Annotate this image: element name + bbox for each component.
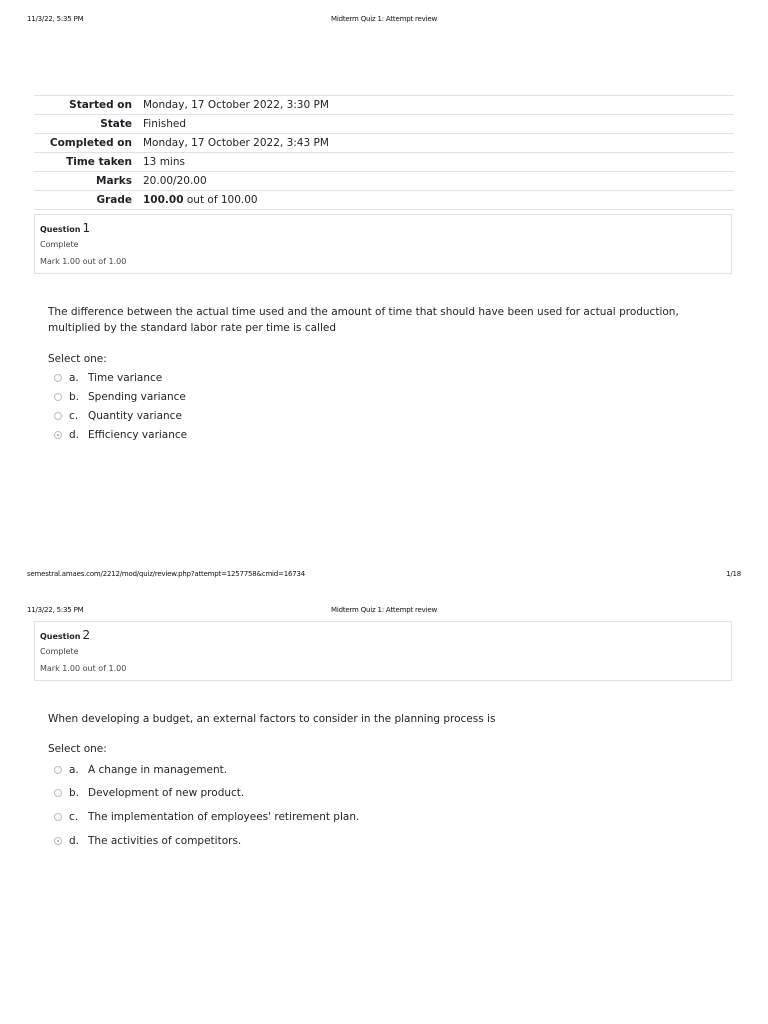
print-date: 11/3/22, 5:35 PM	[27, 15, 84, 23]
question-info-2	[34, 621, 732, 681]
radio-button-checked[interactable]	[54, 431, 62, 439]
print-url: semestral.amaes.com/2212/mod/quiz/review.php?attempt=1257758&cmid=16734	[27, 570, 305, 578]
answer-text: Quantity variance	[88, 410, 182, 422]
answer-option[interactable]	[54, 391, 186, 403]
radio-button[interactable]	[54, 374, 62, 382]
select-one-prompt: Select one:	[48, 353, 107, 365]
question-number	[40, 221, 726, 235]
summary-row	[34, 115, 734, 134]
summary-label: Time taken	[66, 156, 132, 168]
answer-text: Development of new product.	[88, 787, 245, 799]
summary-row	[34, 134, 734, 153]
summary-label: Completed on	[49, 137, 132, 149]
question-number-value: 2	[82, 628, 91, 642]
attempt-summary-table	[34, 95, 734, 210]
question-number-value: 1	[82, 221, 91, 235]
summary-label: State	[100, 118, 132, 130]
answer-text: The implementation of employees' retirement plan.	[88, 811, 360, 823]
answer-text: Time variance	[88, 372, 163, 384]
print-date: 11/3/22, 5:35 PM	[27, 606, 84, 614]
radio-button[interactable]	[54, 766, 62, 774]
question-grade: Mark 1.00 out of 1.00	[40, 664, 127, 673]
radio-button-checked[interactable]	[54, 837, 62, 845]
question-state: Complete	[40, 240, 79, 249]
summary-value: Monday, 17 October 2022, 3:30 PM	[143, 99, 329, 111]
answer-letter: a.	[69, 372, 79, 384]
summary-row	[34, 172, 734, 191]
answer-letter: b.	[69, 787, 80, 799]
summary-label: Marks	[96, 175, 132, 187]
question-text-2: When developing a budget, an external factors to consider in the planning process is	[48, 713, 496, 725]
summary-value: 20.00/20.00	[143, 175, 207, 187]
summary-label: Grade	[96, 194, 132, 206]
question-grade: Mark 1.00 out of 1.00	[40, 257, 127, 266]
summary-value: Finished	[143, 118, 187, 130]
question-label: Question	[40, 225, 81, 234]
question-text-1: The difference between the actual time used and the amount of time that should have been used for actual production, multiplied by the standard labor rate per time is called	[48, 306, 679, 334]
answer-letter: d.	[69, 429, 80, 441]
question-number	[40, 628, 726, 642]
summary-value: 13 mins	[143, 156, 185, 168]
answer-option[interactable]	[54, 787, 244, 799]
summary-value	[137, 191, 734, 210]
radio-button[interactable]	[54, 813, 62, 821]
answer-option-selected[interactable]	[54, 835, 241, 847]
summary-row	[34, 96, 734, 115]
question-info-1	[34, 214, 732, 274]
answer-option[interactable]	[54, 372, 162, 384]
print-title: Midterm Quiz 1: Attempt review	[331, 606, 437, 614]
radio-button[interactable]	[54, 412, 62, 420]
grade-out-of: out of 100.00	[183, 194, 258, 206]
answer-letter: c.	[69, 811, 79, 823]
question-state: Complete	[40, 647, 79, 656]
page-number: 1/18	[726, 570, 741, 578]
radio-button[interactable]	[54, 393, 62, 401]
answer-letter: d.	[69, 835, 80, 847]
summary-label: Started on	[69, 99, 132, 111]
summary-value: Monday, 17 October 2022, 3:43 PM	[143, 137, 329, 149]
answer-option[interactable]	[54, 764, 227, 776]
answer-text: A change in management.	[88, 764, 228, 776]
summary-row	[34, 153, 734, 172]
print-title: Midterm Quiz 1: Attempt review	[331, 15, 437, 23]
answer-letter: b.	[69, 391, 80, 403]
answer-option[interactable]	[54, 811, 359, 823]
answer-text: Efficiency variance	[88, 429, 188, 441]
answer-text: The activities of competitors.	[88, 835, 242, 847]
radio-button[interactable]	[54, 789, 62, 797]
summary-row	[34, 191, 734, 210]
grade-value: 100.00	[143, 194, 184, 206]
select-one-prompt: Select one:	[48, 743, 107, 755]
answer-option-selected[interactable]	[54, 429, 187, 441]
answer-text: Spending variance	[88, 391, 186, 403]
answer-option[interactable]	[54, 410, 182, 422]
answer-letter: c.	[69, 410, 79, 422]
answer-letter: a.	[69, 764, 79, 776]
question-label: Question	[40, 632, 81, 641]
